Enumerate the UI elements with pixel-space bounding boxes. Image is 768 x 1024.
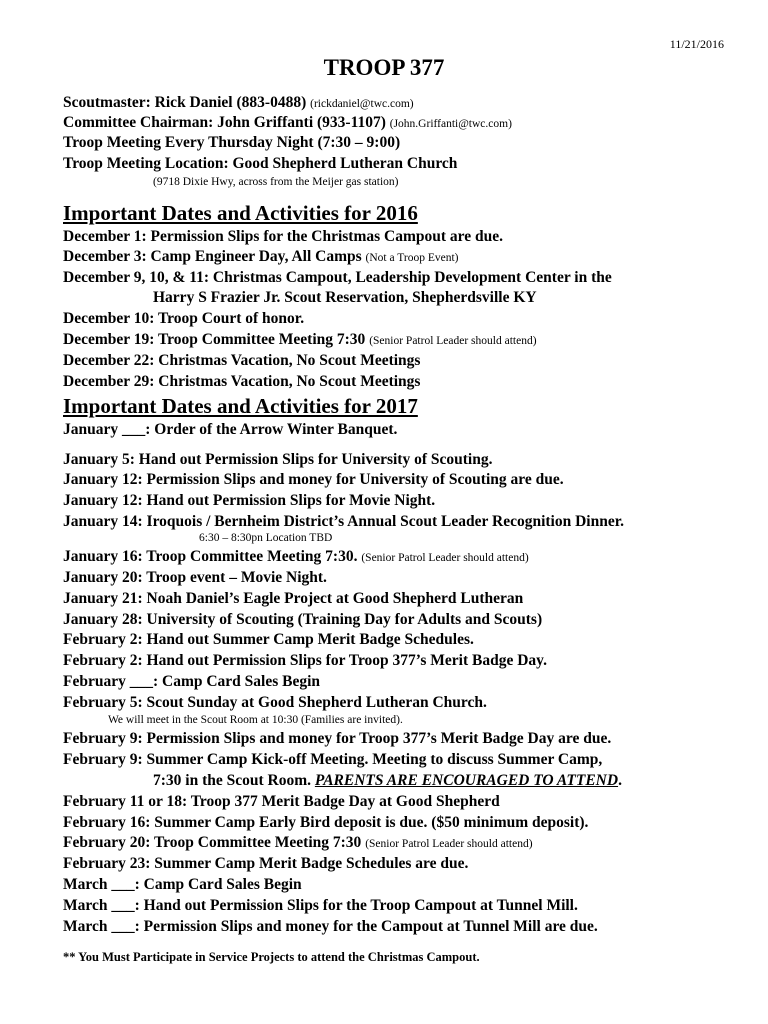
item-jan28: January 28: University of Scouting (Training Day for Adults and Scouts) <box>63 611 543 628</box>
scoutmaster-line <box>63 93 748 114</box>
item-dec19-note: (Senior Patrol Leader should attend) <box>369 335 537 347</box>
item-dec19-text: December 19: Troop Committee Meeting 7:30 <box>63 331 366 348</box>
item-dec29: December 29: Christmas Vacation, No Scout Meetings <box>63 373 421 390</box>
item-dec9-cont: Harry S Frazier Jr. Scout Reservation, Shepherdsville KY <box>153 289 537 306</box>
chairman-email: (John.Griffanti@twc.com) <box>389 118 512 130</box>
item-dec19 <box>63 330 748 351</box>
item-feb5: February 5: Scout Sunday at Good Shepherd Lutheran Church. <box>63 694 487 711</box>
item-feb20-text: February 20: Troop Committee Meeting 7:30 <box>63 834 362 851</box>
item-feb9b-emph: PARENTS ARE ENCOURAGED TO ATTEND <box>314 772 619 789</box>
item-mar-a: March ___: Hand out Permission Slips for the Troop Campout at Tunnel Mill. <box>63 897 578 914</box>
item-jan12a: January 12: Permission Slips and money for University of Scouting are due. <box>63 471 564 488</box>
item-jan16-note: (Senior Patrol Leader should attend) <box>361 552 529 564</box>
chairman-text: Committee Chairman: John Griffanti (933-1107) <box>63 114 386 131</box>
item-dec3 <box>63 247 748 268</box>
item-jan21: January 21: Noah Daniel’s Eagle Project at Good Shepherd Lutheran <box>63 590 524 607</box>
item-feb16: February 16: Summer Camp Early Bird deposit is due. ($50 minimum deposit). <box>63 814 589 831</box>
item-jan14: January 14: Iroquois / Bernheim District’s Annual Scout Leader Recognition Dinner. <box>63 513 625 530</box>
meeting-time-line: Troop Meeting Every Thursday Night (7:30 – 9:00) <box>63 134 401 151</box>
scoutmaster-text: Scoutmaster: Rick Daniel (883-0488) <box>63 94 307 111</box>
item-dec3-text: December 3: Camp Engineer Day, All Camps <box>63 248 362 265</box>
item-feb9b-cont <box>153 771 748 791</box>
page-date: 11/21/2016 <box>669 37 724 51</box>
item-dec1: December 1: Permission Slips for the Christmas Campout are due. <box>63 228 503 245</box>
page-title: TROOP 377 <box>323 55 445 80</box>
item-jan5: January 5: Hand out Permission Slips for University of Scouting. <box>63 451 493 468</box>
item-feb9b-end: . <box>618 772 622 789</box>
item-jan14-note: 6:30 – 8:30pn Location TBD <box>199 532 333 544</box>
item-feb9a: February 9: Permission Slips and money for Troop 377’s Merit Badge Day are due. <box>63 730 612 747</box>
item-mar-b: March ___: Permission Slips and money for the Campout at Tunnel Mill are due. <box>63 918 598 935</box>
item-dec9: December 9, 10, & 11: Christmas Campout, Leadership Development Center in the <box>63 269 612 286</box>
item-feb5-note: We will meet in the Scout Room at 10:30 (Families are invited). <box>108 714 403 726</box>
item-dec3-note: (Not a Troop Event) <box>365 252 459 264</box>
item-feb11: February 11 or 18: Troop 377 Merit Badge Day at Good Shepherd <box>63 793 500 810</box>
item-feb2b: February 2: Hand out Permission Slips for Troop 377’s Merit Badge Day. <box>63 652 547 669</box>
heading-2017: Important Dates and Activities for 2017 <box>63 394 418 418</box>
item-jan20: January 20: Troop event – Movie Night. <box>63 569 327 586</box>
location-note: (9718 Dixie Hwy, across from the Meijer gas station) <box>153 176 399 188</box>
item-jan16 <box>63 547 748 568</box>
heading-2016: Important Dates and Activities for 2016 <box>63 201 418 225</box>
item-feb23: February 23: Summer Camp Merit Badge Schedules are due. <box>63 855 469 872</box>
item-jan-oa: January ___: Order of the Arrow Winter Banquet. <box>63 421 398 438</box>
item-feb9b: February 9: Summer Camp Kick-off Meeting. Meeting to discuss Summer Camp, <box>63 751 603 768</box>
chairman-line <box>63 113 748 134</box>
item-feb20-note: (Senior Patrol Leader should attend) <box>365 838 533 850</box>
meeting-location-line: Troop Meeting Location: Good Shepherd Lutheran Church <box>63 155 458 172</box>
item-feb2a: February 2: Hand out Summer Camp Merit Badge Schedules. <box>63 631 474 648</box>
item-mar-cc: March ___: Camp Card Sales Begin <box>63 876 302 893</box>
item-feb20 <box>63 833 748 854</box>
item-feb-cc: February ___: Camp Card Sales Begin <box>63 673 321 690</box>
item-dec22: December 22: Christmas Vacation, No Scout Meetings <box>63 352 421 369</box>
item-jan16-text: January 16: Troop Committee Meeting 7:30. <box>63 548 358 565</box>
item-dec10: December 10: Troop Court of honor. <box>63 310 305 327</box>
footer-note: ** You Must Participate in Service Projects to attend the Christmas Campout. <box>63 950 480 964</box>
item-jan12b: January 12: Hand out Permission Slips for Movie Night. <box>63 492 436 509</box>
item-feb9b-cont-text: 7:30 in the Scout Room. <box>153 772 312 789</box>
scoutmaster-email: (rickdaniel@twc.com) <box>310 98 414 110</box>
